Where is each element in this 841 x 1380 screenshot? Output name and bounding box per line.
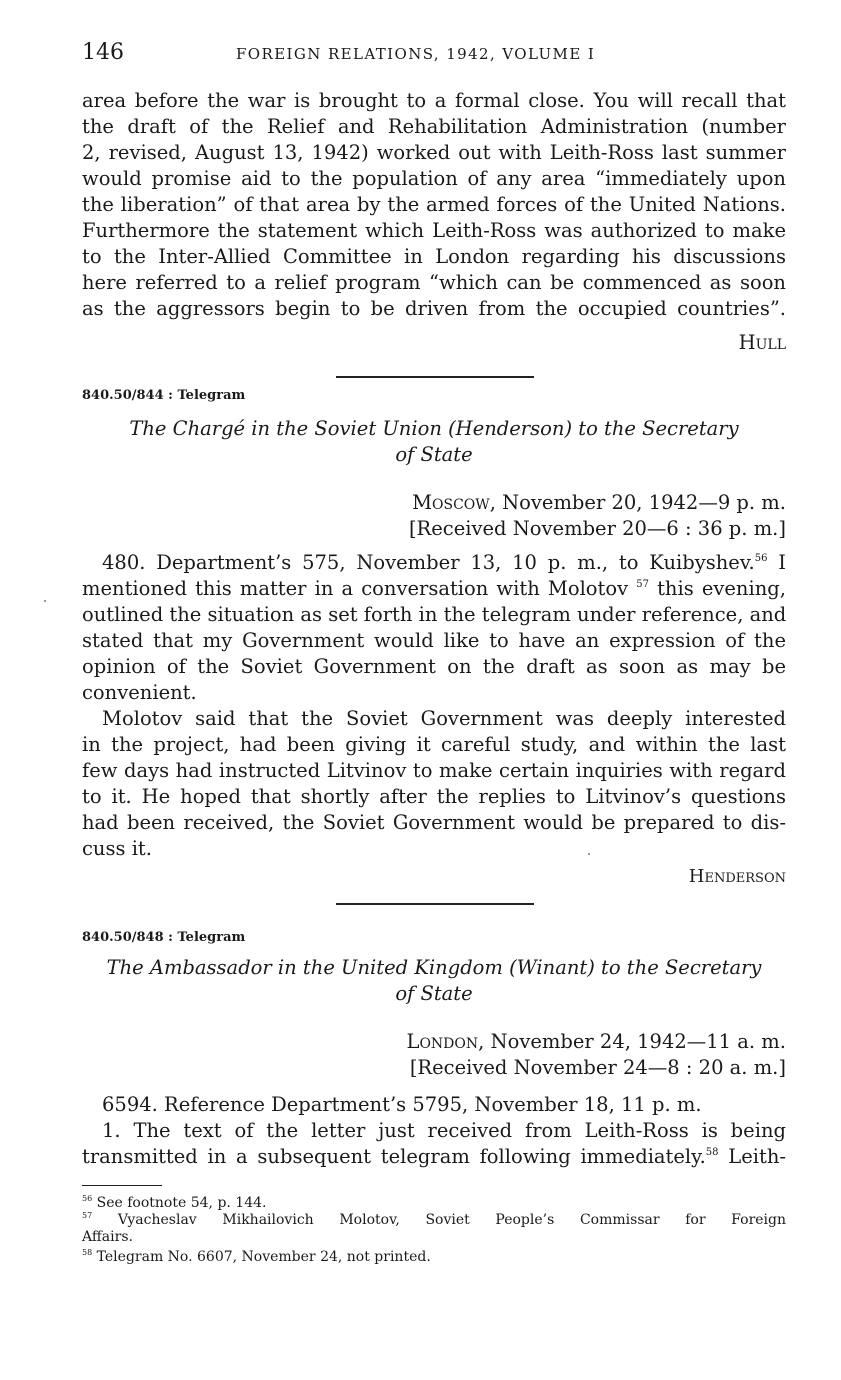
footnote-ref: 58 [705,1147,719,1158]
text-line: 1. The text of the letter just received from Leith-Ross is being [102,1119,786,1142]
footnote-text: See footnote 54, p. 144. [96,1195,267,1211]
text-line: stated that my Government would like to have an expression of the [82,629,786,652]
footnote-text: Telegram No. 6607, November 24, not printed. [96,1249,431,1265]
section-divider [336,903,534,905]
text-segment: mentioned this matter in a conversation with Molotov [82,577,629,600]
document-title-cont: of State [395,443,473,466]
footnote-ref: 57 [636,579,649,590]
file-number: 840.50/844 : Telegram [82,388,246,403]
footnote-mark: 56 [82,1194,93,1203]
dateline-date: , November 24, 1942—11 a. m. [478,1030,786,1053]
text-line: to the Inter-Allied Committee in London regarding his discussions [82,245,786,268]
text-line: here referred to a relief program “which can be commenced as soon [82,271,786,294]
text-line: to it. He hoped that shortly after the replies to Litvinov’s questions [82,785,786,808]
document-title: The Ambassador in the United Kingdom (Winant) to the Secretary [106,956,762,979]
dateline-place: Moscow [412,491,490,514]
text-segment: this evening, [657,577,786,600]
text-line: the draft of the Relief and Rehabilitation Administration (number [82,115,786,138]
received-line: [Received November 20—6 : 36 p. m.] [408,517,786,540]
text-line: 6594. Reference Department’s 5795, November 18, 11 p. m. [102,1093,702,1116]
dateline [82,490,786,516]
file-number: 840.50/848 : Telegram [82,930,246,945]
footnote [82,1212,786,1229]
print-speck [588,853,590,855]
text-line: as the aggressors begin to be driven from the occupied countries”. [82,297,786,320]
text-line: the liberation” of that area by the armed forces of the United Nations. [82,193,786,216]
page-number: 146 [82,40,124,65]
footnote-divider [82,1185,162,1186]
text-segment: Leith- [728,1145,786,1168]
footnote-cont: Affairs. [82,1229,133,1245]
text-line: Molotov said that the Soviet Government was deeply interested [102,707,786,730]
text-line: would promise aid to the population of any area “immediately upon [82,167,786,190]
text-line: in the project, had been giving it careful study, and within the last [82,733,786,756]
text-line [82,1144,786,1170]
document-title-cont: of State [395,982,473,1005]
text-line [82,576,786,602]
text-line: had been received, the Soviet Government would be prepared to dis- [82,811,786,834]
document-title: The Chargé in the Soviet Union (Henderson) to the Secretary [129,417,739,440]
text-line: 2, revised, August 13, 1942) worked out with Leith-Ross last summer [82,141,786,164]
text-line: area before the war is brought to a formal close. You will recall that [82,89,786,112]
footnote-mark: 58 [82,1248,93,1257]
signature-hull: Hull [738,331,786,354]
text-line: outlined the situation as set forth in the telegram under reference, and [82,603,787,626]
footnote [82,1195,786,1212]
print-speck [44,600,46,602]
signature-henderson: Henderson [688,866,786,887]
text-line: cuss it. [82,837,152,860]
text-line: Furthermore the statement which Leith-Ross was authorized to make [82,219,786,242]
section-divider [336,376,534,378]
footnote-text: Vyacheslav Mikhailovich Molotov, Soviet People’s Commissar for Foreign [117,1212,786,1228]
text-line: few days had instructed Litvinov to make certain inquiries with regard [82,759,786,782]
dateline-place: London [406,1030,479,1053]
running-title: FOREIGN RELATIONS, 1942, VOLUME I [236,45,596,63]
text-segment: I [778,551,786,574]
text-line [82,550,786,576]
dateline-date: , November 20, 1942—9 p. m. [489,491,786,514]
footnote-ref: 56 [754,553,768,564]
footnote-mark: 57 [82,1211,93,1220]
text-line: convenient. [82,681,197,704]
text-line: opinion of the Soviet Government on the draft as soon as may be [82,655,786,678]
received-line: [Received November 24—8 : 20 a. m.] [409,1056,786,1079]
text-segment: 480. Department’s 575, November 13, 10 p. m., to Kuibyshev. [102,551,755,574]
dateline [82,1029,786,1055]
footnote [82,1249,786,1266]
text-segment: transmitted in a subsequent telegram following immediately. [82,1145,706,1168]
